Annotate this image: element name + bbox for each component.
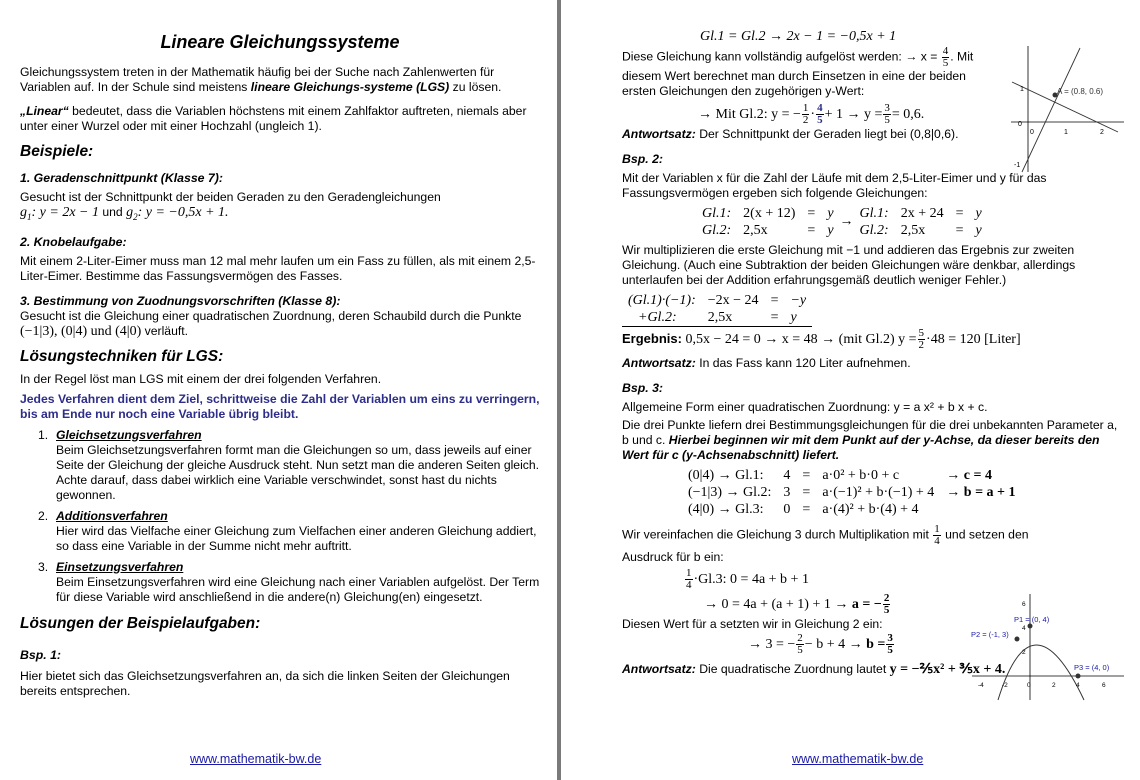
tick-label: -1: [1014, 162, 1021, 169]
example3-text: Gesucht ist die Gleichung einer quadratischen Zuordnung, deren Schaubild durch die Punkte (−1|3), (0|4) und (4|0) verläuft.: [20, 308, 522, 339]
techniques-text: In der Regel löst man LGS mit einem der drei folgenden Verfahren.: [20, 371, 382, 386]
bsp3-heading: Bsp. 3:: [622, 381, 663, 395]
p1-label: P1 = (0, 4): [1014, 615, 1050, 624]
parabola-curve: [998, 645, 1084, 700]
tick-label: 4: [1076, 682, 1080, 689]
arrow: →: [839, 214, 854, 229]
example1-heading: 1. Geradenschnittpunkt (Klasse 7):: [20, 171, 223, 185]
parabola-graph: [968, 592, 1128, 702]
example3-heading: 3. Bestimmung von Zuodnungsvorschriften (Klasse 8):: [20, 293, 341, 308]
addition-table: (Gl.1)·(−1): −2x − 24 = −y +Gl.2: 2,5x = y: [622, 292, 812, 327]
bsp1-text: Hier bietet sich das Gleichsetzungsverfahren an, da sich die linken Seiten der Gleichungen bereits entsprechen.: [20, 668, 510, 698]
bsp2-explanation: Wir multiplizieren die erste Gleichung mit −1 und addieren das Ergebnis zur zweiten Gleichung. (Auch eine Subtraktion der beiden Gleichungen wäre denkbar, allerdings unterlaufen bei der Addition erfahrungsgemäß deutlich weniger Fehler.): [622, 243, 1076, 287]
p2-label: P2 = (-1, 3): [971, 630, 1009, 639]
bsp2-text: Mit der Variablen x für die Zahl der Läufe mit dem 2,5-Liter-Eimer und y für das Fassungsvermögen ergeben sich folgende Gleichungen:: [622, 171, 1047, 200]
tick-label: -2: [1002, 682, 1008, 689]
bsp2-eq-left: Gl.1: 2(x + 12) = y Gl.2: 2,5x = y: [702, 206, 834, 238]
techniques-heading: Lösungstechniken für LGS:: [20, 347, 224, 365]
bsp3-eq-table: (0|4) → Gl.1: 4 = a·0² + b·0 + c → c = 4 (−1|3) → Gl.2: 3 = a·(−1)² + b·(−1) + 4 → b = a + 1 (4|0) → Gl.3: 0 = a·(4)² + b·(4) + 4: [688, 468, 1016, 517]
intro-paragraph: Gleichungssystem treten in der Mathematik häufig bei der Suche nach Zahlenwerten für Variablen auf. In der Schule sind meistens lineare Gleichungs-systeme (LGS) zu lösen.: [20, 65, 502, 94]
point-label: A = (0.8, 0.6): [1057, 87, 1104, 96]
answer3: Antwortsatz: Die quadratische Zuordnung lautet y = −⅖x² + ⅗x + 4.: [622, 662, 1006, 677]
page-divider: [557, 0, 561, 780]
bsp3-simplify: Wir vereinfachen die Gleichung 3 durch Multiplikation mit $\frac{1}{4}$ und setzen den Ausdruck für b ein:: [622, 523, 1029, 564]
line-intersection-graph: [1006, 44, 1126, 174]
tick-label: -4: [978, 682, 984, 689]
bsp3-equations: [622, 467, 1126, 518]
tick-label: 2: [1100, 129, 1104, 136]
equate-line: Gl.1 = Gl.2 → 2x − 1 = −0,5x + 1: [700, 29, 897, 44]
tick-label: 0: [1030, 129, 1034, 136]
p3-label: P3 = (4, 0): [1074, 663, 1110, 672]
linear-definition: „Linear“ bedeutet, dass die Variablen höchstens mit einem Zahlfaktor auftreten, niemals aber unter einer Wurzel oder mit einer Hochzahl (ungleich 1).: [20, 104, 527, 133]
result-line: Ergebnis: 0,5x − 24 = 0 → x = 48 → (mit Gl.2) y = $\frac{5}{2}$ ·48 = 120 [Liter]: [622, 327, 1021, 352]
bsp3-general-form: Allgemeine Form einer quadratischen Zuordnung: y = a x² + b x + c.: [622, 400, 988, 414]
techniques-goal: Jedes Verfahren dient dem Ziel, schrittweise die Zahl der Variablen um eins zu verringern, bis am Ende nur noch eine Variable übrig bleibt.: [20, 391, 540, 421]
addition-block: [622, 292, 1126, 352]
bsp2-eq-right: Gl.1: 2x + 24 = y Gl.2: 2,5x = y: [859, 206, 982, 238]
point-p3: [1076, 674, 1081, 679]
step3: → 3 = − $\frac{2}{5}$ − b + 4 → b = $\frac{3}{5}$: [748, 632, 893, 657]
tick-label: 1: [1020, 86, 1024, 93]
method-item: 2. Additionsverfahren Hier wird das Vielfache einer Gleichung zum Vielfachen einer anderen Gleichung addiert, so dass eine Variable in der Summe nicht mehr auftritt.: [38, 508, 537, 553]
left-page: [0, 0, 558, 780]
y-value-line: → Mit Gl.2: y = − $\frac{1}{2}$ · $\frac{4}{5}$ + 1 → y = $\frac{3}{5}$ = 0,6.: [698, 102, 925, 127]
page-title: Lineare Gleichungssysteme: [160, 32, 400, 52]
step1: $\frac{1}{4}$ ·Gl.3: 0 = 4a + b + 1: [686, 567, 809, 592]
step2: → 0 = 4a + (a + 1) + 1 → a = − $\frac{2}{5}$: [704, 592, 890, 617]
solve-text: Diese Gleichung kann vollständig aufgelöst werden: → x = $\frac{4}{5}$ . Mit diesem Wert berechnet man durch Einsetzen in eine der beiden ersten Gleichungen den zugehörigen y-Wert:: [622, 45, 974, 98]
solutions-heading: Lösungen der Beispielaufgaben:: [20, 614, 261, 632]
bsp2-heading: Bsp. 2:: [622, 152, 663, 166]
right-page: [564, 0, 1140, 780]
bsp3-substitute: Diesen Wert für a setzten wir in Gleichung 2 ein:: [622, 617, 883, 631]
examples-heading: Beispiele:: [20, 143, 94, 160]
method-item: 3. Einsetzungsverfahren Beim Einsetzungsverfahren wird eine Gleichung nach einer Variablen aufgelöst. Der Term für diese Variable wird anschließend in die andere(n) Gleichung(en) eingesetzt.: [38, 559, 540, 604]
answer1: Antwortsatz: Der Schnittpunkt der Geraden liegt bei (0,8|0,6).: [622, 127, 959, 141]
tick-label: 2: [1022, 649, 1026, 656]
example2-heading: 2. Knobelaufgabe:: [20, 234, 127, 249]
methods-list: [20, 428, 540, 605]
example1-text: Gesucht ist der Schnittpunkt der beiden Geraden zu den Geradengleichungen $g_1$: y = 2x − 1 und $g_2$: y = −0,5x + 1.: [20, 190, 441, 222]
tick-label: 2: [1052, 682, 1056, 689]
method-item: 1. Gleichsetzungsverfahren Beim Gleichsetzungsverfahren formt man die Gleichungen so um, dass jeweils auf einer Seite der Gleichung der gleiche Ausdruck steht. Nun setzt man die anderen Seiten gleich. Achte darauf, dass dabei wirklich eine Variable verschwindet, sonst hast du nichts gewonnen.: [38, 427, 540, 502]
example2-text: Mit einem 2-Liter-Eimer muss man 12 mal mehr laufen um ein Fass zu füllen, als mit einem 2,5-Liter-Eimer. Bestimme das Fassungsvermögen des Fasses.: [20, 253, 536, 283]
tick-label: 6: [1102, 682, 1106, 689]
point-p1: [1028, 624, 1033, 629]
answer2: Antwortsatz: In das Fass kann 120 Liter aufnehmen.: [622, 356, 911, 370]
tick-label: 4: [1022, 625, 1026, 632]
point-p2: [1015, 637, 1020, 642]
bsp3-parameters: Die drei Punkte liefern drei Bestimmungsgleichungen für die drei unbekannten Parameter a, b und c. Hierbei beginnen wir mit dem Punkt auf der y-Achse, da dieser bereits den Wert für c (y-Achsenabschnitt) liefert.: [622, 418, 1118, 462]
footer-link[interactable]: www.mathematik-bw.de: [190, 752, 322, 766]
bsp1-heading: Bsp. 1:: [20, 647, 61, 662]
tick-label: 0: [1018, 121, 1022, 128]
footer-link[interactable]: www.mathematik-bw.de: [792, 752, 924, 766]
tick-label: 1: [1064, 129, 1068, 136]
bsp2-equations: [622, 205, 1126, 239]
tick-label: 0: [1027, 682, 1031, 689]
tick-label: 6: [1022, 601, 1026, 608]
